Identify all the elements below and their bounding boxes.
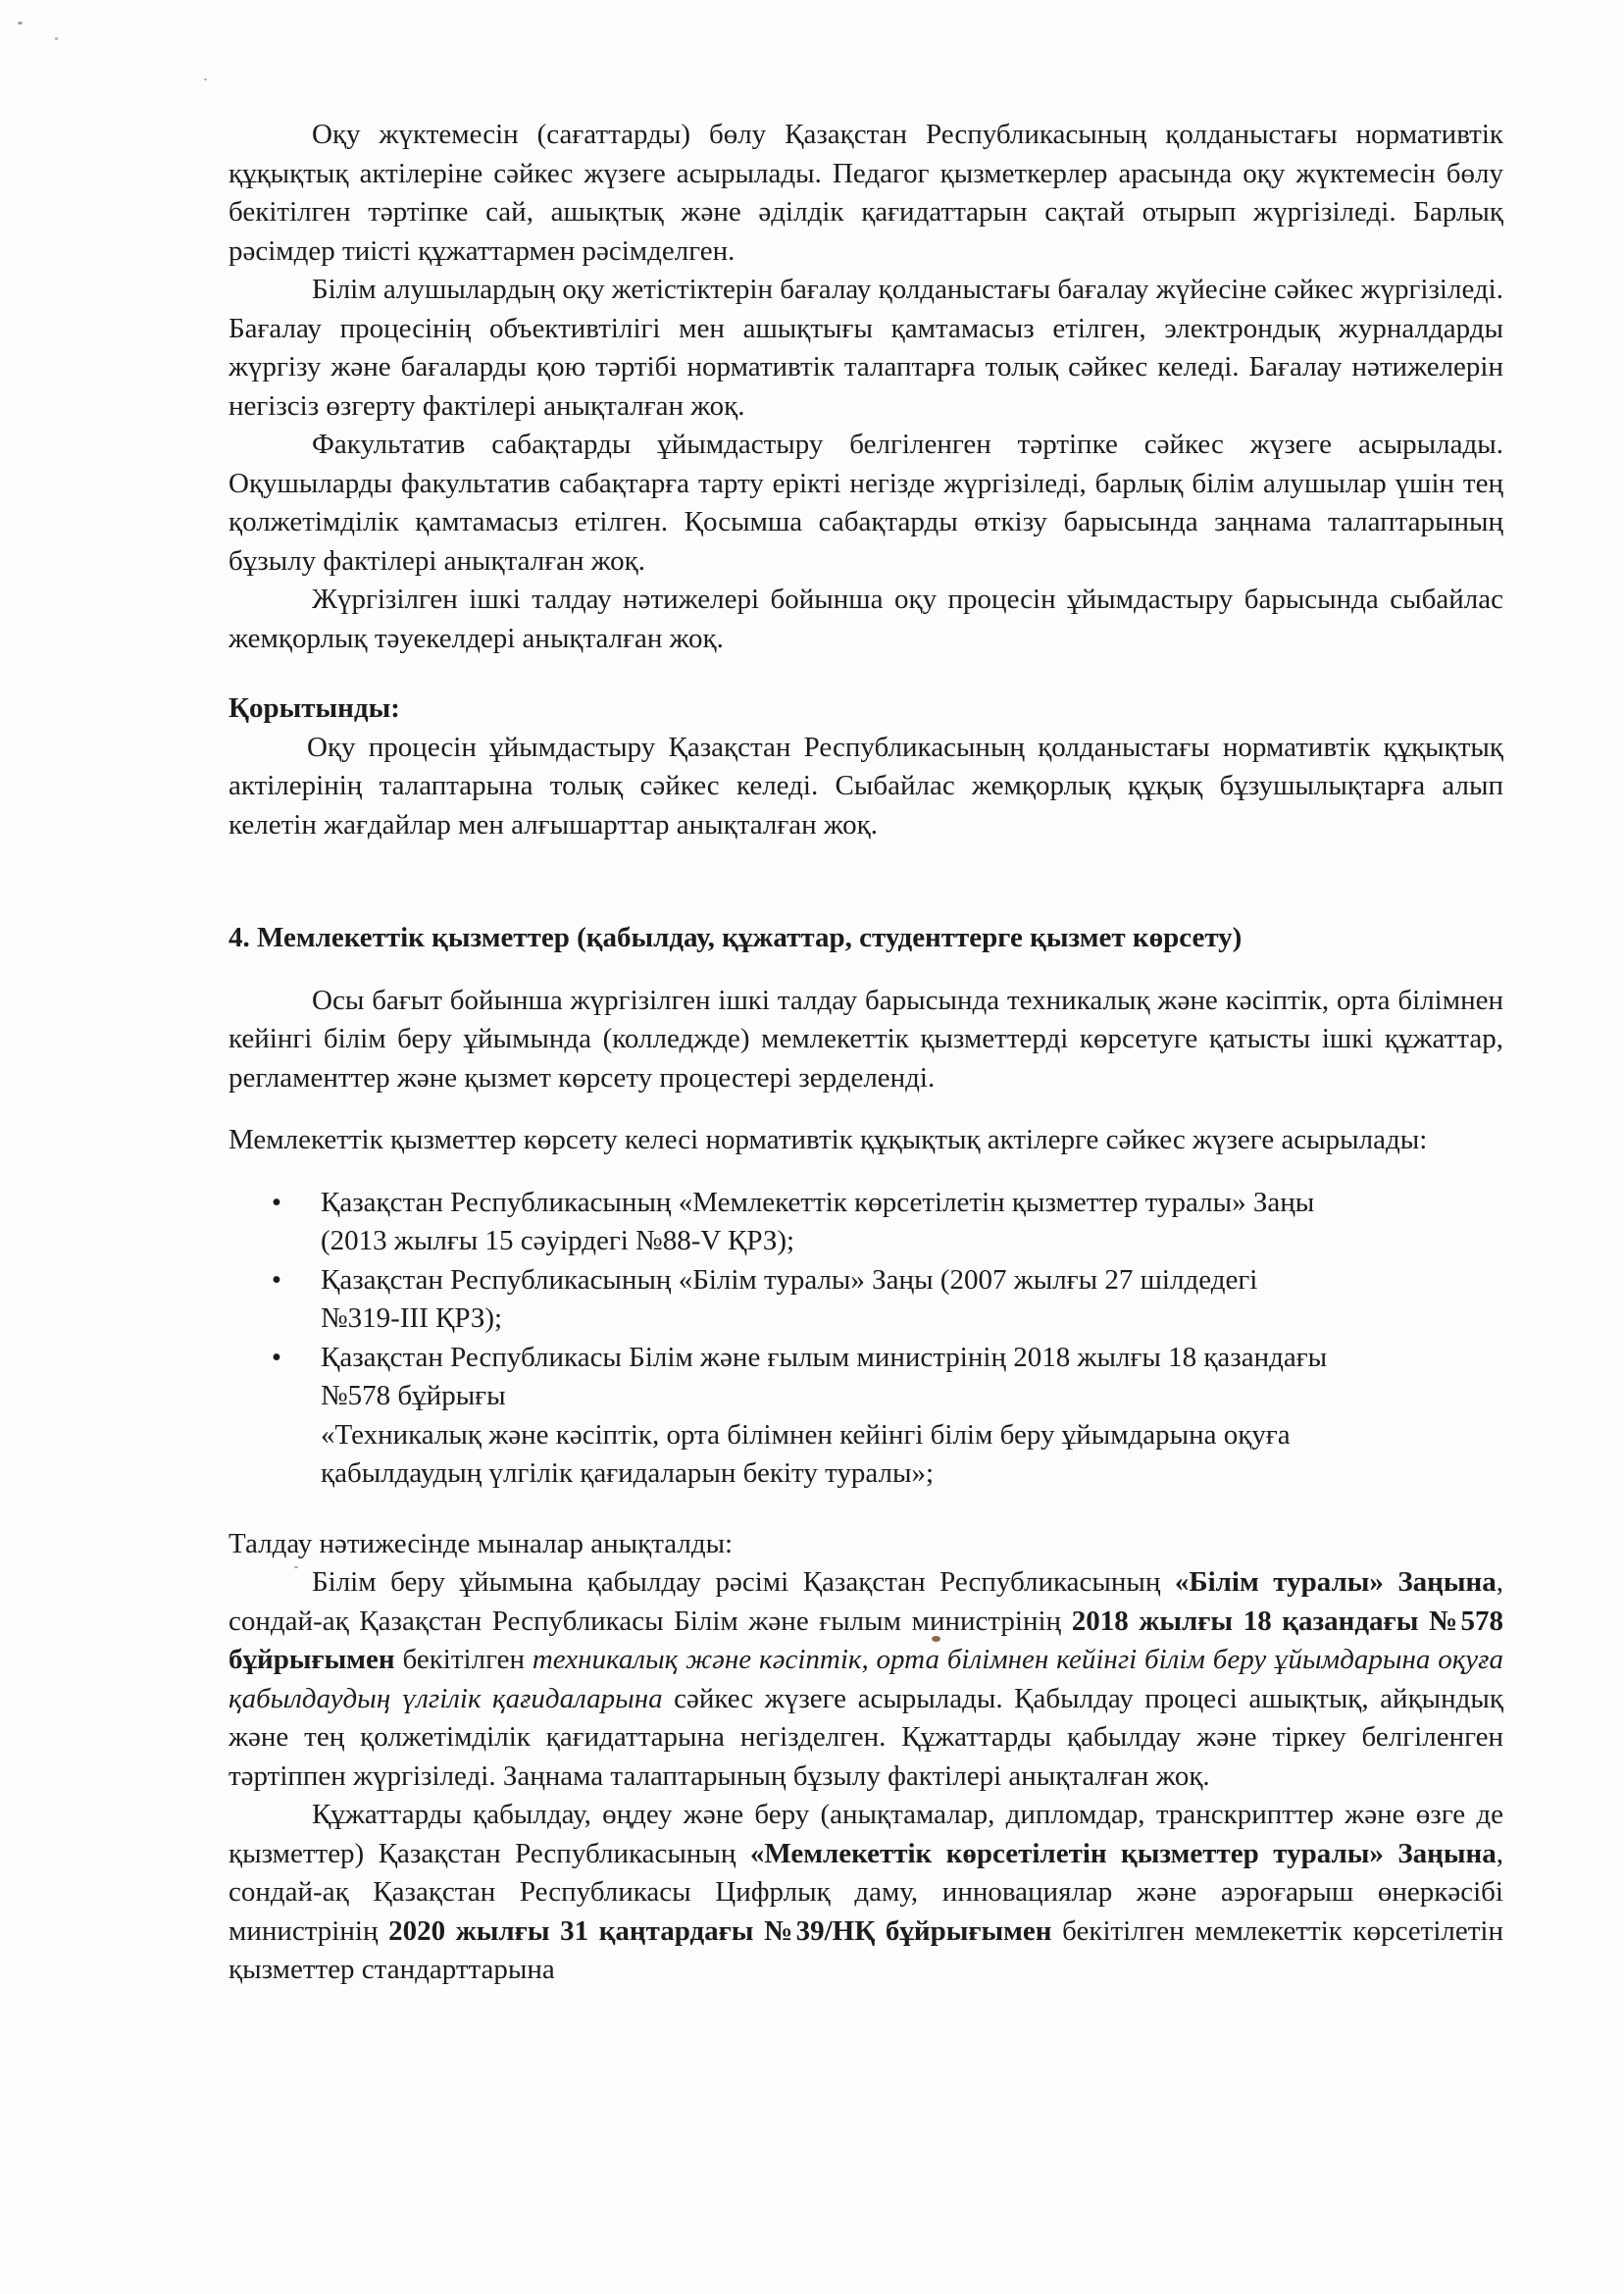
paragraph-teaching-load: Оқу жүктемесін (сағаттарды) бөлу Қазақстан Республикасының қолданыстағы нормативтік құқықтық актілеріне сәйкес жүзеге асырылады. Педагог қызметкерлер арасында оқу жүктемесін бөлу бекітілген тәртіпке сай, ашықтық және әділдік қағидаттарын сақтай отырып жүргізіледі. Барлық рәсімдер тиісті құжаттармен рәсімделген. bbox=[228, 119, 1503, 267]
document-body bbox=[228, 116, 1503, 1990]
laws-list bbox=[228, 1184, 1503, 1494]
list-item bbox=[271, 1184, 1503, 1261]
paragraph-documents bbox=[228, 1796, 1503, 1990]
bold-reference: 2020 жылғы 31 қаңтардағы №39/НҚ бұйрығымен bbox=[388, 1914, 1052, 1947]
text-run: , сондай-ақ Қазақстан Республикасы Цифрлық даму, инновациялар және аэроғарыш өнеркәсібі министрінің bbox=[228, 1837, 1503, 1947]
text-run: , сондай-ақ Қазақстан Республикасы Білім және ғылым министрінің bbox=[228, 1566, 1503, 1637]
spacer bbox=[228, 1160, 1503, 1184]
scan-speck bbox=[18, 22, 23, 25]
spacer bbox=[228, 1494, 1503, 1525]
section-4-heading: 4. Мемлекеттік қызметтер (қабылдау, құжаттар, студенттерге қызмет көрсету) bbox=[228, 922, 1243, 953]
bold-reference: 2018 жылғы 18 қазандағы №578 бұйрығымен bbox=[228, 1605, 1503, 1675]
italic-reference: техникалық және кәсіптік, орта білімнен кейінгі білім беру ұйымдарына оқуға қабылдаудың үлгілік қағидаларына bbox=[228, 1644, 1503, 1714]
text-run: бекітілген bbox=[394, 1644, 533, 1675]
spacer bbox=[228, 958, 1503, 982]
paragraph-electives: Факультатив сабақтарды ұйымдастыру белгіленген тәртіпке сәйкес жүзеге асырылады. Оқушыларды факультатив сабақтарға тарту ерікті негізде жүргізіледі, барлық білім алушылар үшін тең қолжетімділік қамтамасыз етілген. Қосымша сабақтарды өткізу барысында заңнама талаптарының бұзылу фактілері анықталған жоқ. bbox=[228, 429, 1503, 577]
law-line: қабылдаудың үлгілік қағидаларын бекіту туралы»; bbox=[321, 1457, 935, 1489]
section-4-intro: Осы бағыт бойынша жүргізілген ішкі талдау барысында техникалық және кәсіптік, орта білімнен кейінгі білім беру ұйымында (колледжде) мемлекеттік қызметтерді көрсетуге қатысты ішкі құжаттар, регламенттер және қызмет көрсету процестері зерделенді. bbox=[228, 984, 1503, 1094]
law-line: №578 бұйрығы bbox=[321, 1380, 506, 1411]
law-line: «Техникалық және кәсіптік, орта білімнен кейінгі білім беру ұйымдарына оқуға bbox=[321, 1418, 1291, 1451]
scan-speck bbox=[204, 78, 207, 80]
text-run: Құжаттарды қабылдау, өңдеу және беру (анықтамалар, дипломдар, транскрипттер және өзге де қызметтер) Қазақстан Республикасының bbox=[228, 1799, 1503, 1869]
scan-speck bbox=[55, 37, 58, 40]
law-line: №319-III ҚРЗ); bbox=[321, 1302, 503, 1334]
text-run: бекітілген мемлекеттік көрсетілетін қызметтер стандарттарына bbox=[228, 1914, 1504, 1985]
bold-reference: «Білім туралы» Заңына bbox=[1174, 1566, 1497, 1598]
bullet-icon: • bbox=[271, 1341, 282, 1373]
results-intro: Талдау нәтижесінде мыналар анықталды: bbox=[228, 1527, 734, 1559]
spacer bbox=[228, 844, 1503, 919]
law-line: (2013 жылғы 15 сәуірдегі №88-V ҚРЗ); bbox=[321, 1225, 795, 1256]
text-run: Білім беру ұйымына қабылдау рәсімі Қазақстан Республикасының bbox=[312, 1566, 1175, 1598]
list-item bbox=[271, 1339, 1503, 1494]
spacer bbox=[228, 658, 1503, 689]
bullet-icon: • bbox=[271, 1186, 282, 1218]
paragraph-assessment: Білім алушылардың оқу жетістіктерін бағалау қолданыстағы бағалау жүйесіне сәйкес жүргізіледі. Бағалау процесінің объективтілігі мен ашықтығы қамтамасыз етілген, электрондық журналдарды жүргізу және бағаларды қою тәртібі нормативтік талаптарға толық сәйкес келеді. Бағалау нәтижелерін негізсіз өзгерту фактілері анықталған жоқ. bbox=[228, 274, 1503, 422]
laws-intro: Мемлекеттік қызметтер көрсету келесі нормативтік құқықтық актілерге сәйкес жүзеге асырылады: bbox=[228, 1124, 1428, 1155]
paragraph-admission bbox=[228, 1563, 1503, 1796]
law-line: Қазақстан Республикасының «Мемлекеттік көрсетілетін қызметтер туралы» Заңы bbox=[321, 1186, 1315, 1218]
law-line: Қазақстан Республикасы Білім және ғылым министрінің 2018 жылғы 18 қазандағы bbox=[321, 1341, 1328, 1373]
conclusion-text: Оқу процесін ұйымдастыру Қазақстан Республикасының қолданыстағы нормативтік құқықтық актілерінің талаптарына толық сәйкес келеді. Сыбайлас жемқорлық құқық бұзушылықтарға алып келетін жағдайлар мен алғышарттар анықталған жоқ. bbox=[228, 731, 1503, 841]
spacer bbox=[228, 1097, 1503, 1121]
conclusion-label: Қорытынды: bbox=[228, 692, 400, 724]
paragraph-risks: Жүргізілген ішкі талдау нәтижелері бойынша оқу процесін ұйымдастыру барысында сыбайлас жемқорлық тәуекелдері анықталған жоқ. bbox=[228, 584, 1503, 654]
text-run: сәйкес жүзеге асырылады. Қабылдау процесі ашықтық, айқындық және тең қолжетімділік қағидаттарына негізделген. Құжаттарды қабылдау және тіркеу белгіленген тәртіппен жүргізіледі. Заңнама талаптарының бұзылу фактілері анықталған жоқ. bbox=[228, 1682, 1503, 1792]
list-item bbox=[271, 1261, 1503, 1339]
bullet-icon: • bbox=[271, 1263, 282, 1296]
bold-reference: «Мемлекеттік көрсетілетін қызметтер туралы» Заңына bbox=[749, 1837, 1497, 1869]
law-line: Қазақстан Республикасының «Білім туралы» Заңы (2007 жылғы 27 шілдедегі bbox=[321, 1263, 1258, 1296]
